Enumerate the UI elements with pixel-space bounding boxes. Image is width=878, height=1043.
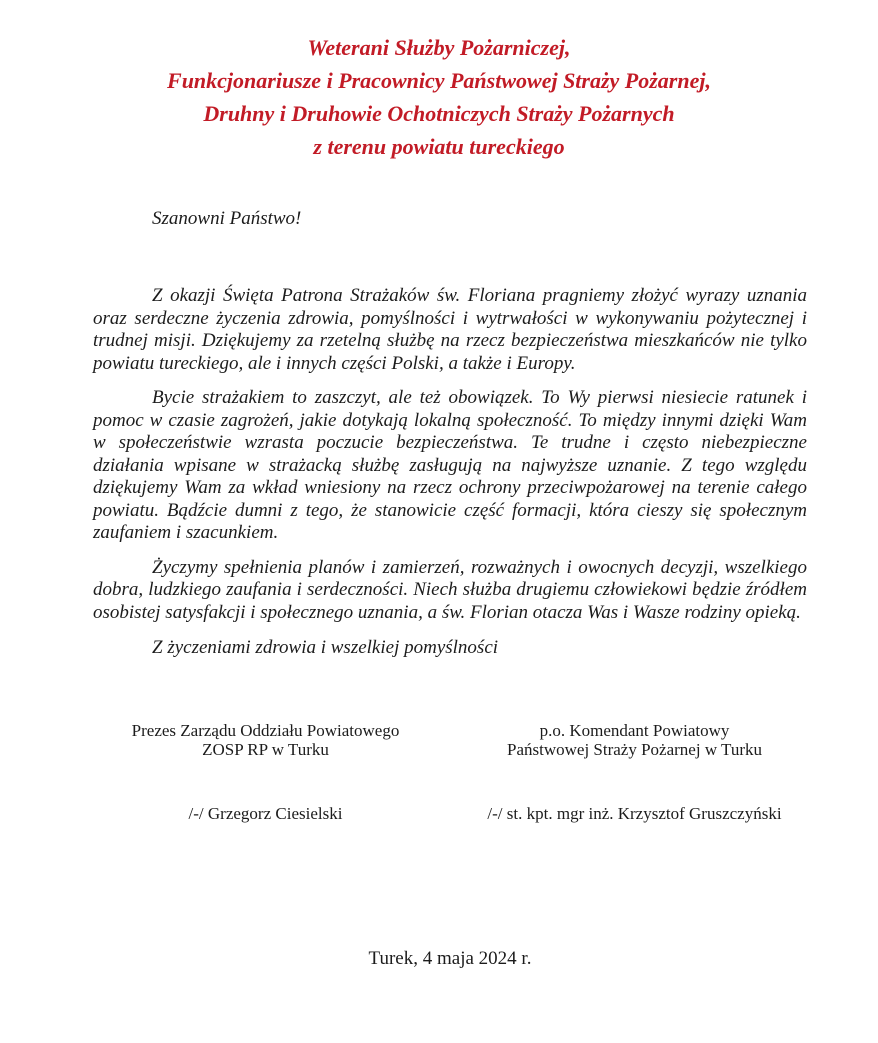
header-line-1: Weterani Służby Pożarniczej, [307,35,571,60]
salutation: Szanowni Państwo! [152,208,302,229]
signature-names-row [93,804,807,823]
header-line-3: Druhny i Druhowie Ochotniczych Straży Pożarnych [203,101,675,126]
signature-left-subtitle: ZOSP RP w Turku [202,740,329,759]
signature-left-name: /-/ Grzegorz Ciesielski [188,804,343,823]
header-line-2: Funkcjonariusze i Pracownicy Państwowej Straży Pożarnej, [167,68,711,93]
letter-body [93,207,807,823]
dateline: Turek, 4 maja 2024 r. [368,948,532,969]
closing-line: Z życzeniami zdrowia i wszelkiej pomyślności [152,637,499,658]
letter-header [0,0,878,163]
signature-right-title: p.o. Komendant Powiatowy [539,721,730,740]
signature-block [93,721,807,759]
signature-left-titles [93,721,438,759]
paragraph-1: Z okazji Święta Patrona Strażaków św. Floriana pragniemy złożyć wyrazy uznania oraz serdeczne życzenia zdrowia, pomyślności i wytrwałości w wykonywaniu pożytecznej i trudnej misji. Dziękujemy za rzetelną służbę na rzecz bezpieczeństwa mieszkańców nie tylko powiatu tureckiego, ale i innych części Polski, a także i Europy. [93,285,807,374]
paragraph-2: Bycie strażakiem to zaszczyt, ale też obowiązek. To Wy pierwsi niesiecie ratunek i pomoc w czasie zagrożeń, jakie dotykają lokalną społeczność. To między innymi dzięki Wam w społeczeństwie wzrasta poczucie bezpieczeństwa. Te trudne i często niebezpieczne działania wpisane w strażacką służbę zasługują na najwyższe uznanie. Z tego względu dziękujemy Wam za wkład wniesiony na rzecz ochrony przeciwpożarowej na terenie całego powiatu. Bądźcie dumni z tego, że stanowicie część formacji, która cieszy się społecznym zaufaniem i szacunkiem. [93,387,807,543]
signature-right-subtitle: Państwowej Straży Pożarnej w Turku [507,740,762,759]
paragraph-3: Życzymy spełnienia planów i zamierzeń, rozważnych i owocnych decyzji, wszelkiego dobra, ludzkiego zaufania i serdeczności. Niech służba drugiemu człowiekowi będzie źródłem osobistej satysfakcji i społecznego uznania, a św. Florian otacza Was i Wasze rodziny opieką. [93,556,807,623]
signature-left-title: Prezes Zarządu Oddziału Powiatowego [131,721,400,740]
letter-paragraphs [93,285,807,624]
signature-right-name: /-/ st. kpt. mgr inż. Krzysztof Gruszczyński [487,804,782,823]
header-line-4: z terenu powiatu tureckiego [313,134,565,159]
signature-right-titles [462,721,807,759]
